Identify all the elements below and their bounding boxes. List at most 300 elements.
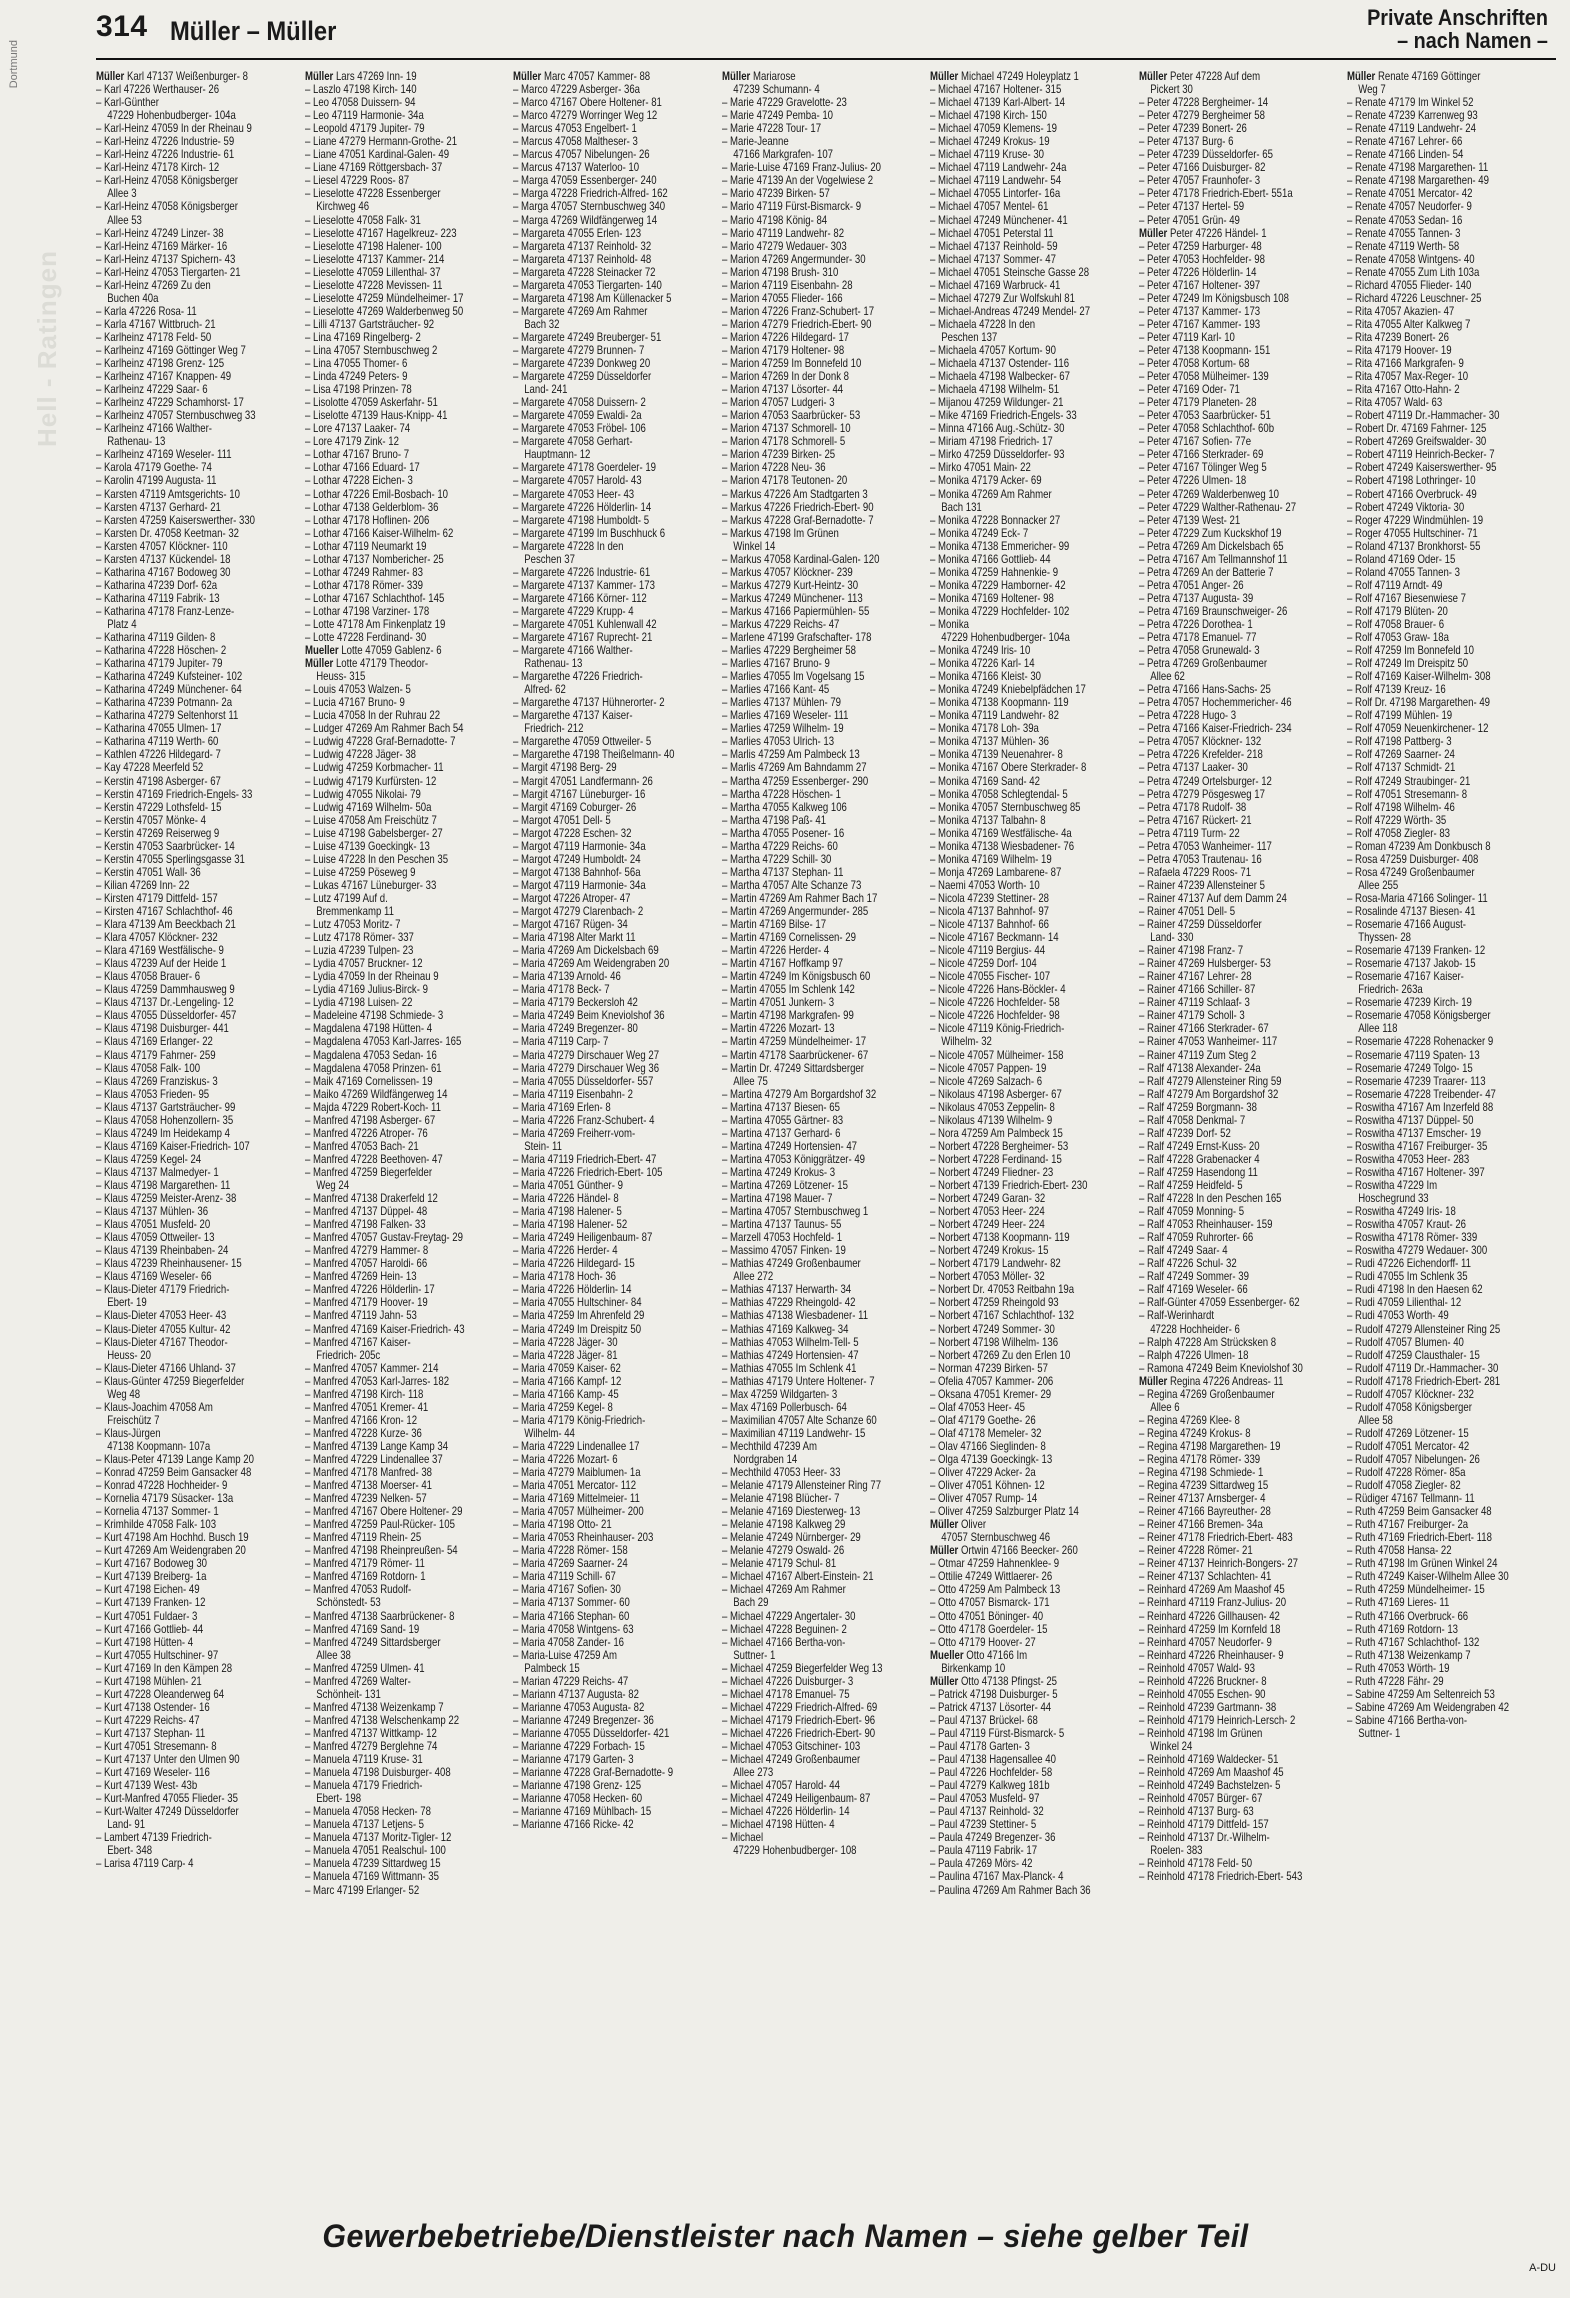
entry-text: – Lore 47137 Laaker- 74 [304, 422, 410, 436]
entry-text: – Patrick 47198 Duisburger- 5 [930, 1687, 1058, 1701]
listing-entry [722, 240, 922, 253]
entry-text: – Peter 47226 Hölderlin- 14 [1138, 265, 1257, 279]
listing-entry [1347, 292, 1547, 305]
listing-entry [930, 488, 1130, 501]
listing-entry [722, 370, 922, 383]
listing-entry [1139, 1740, 1343, 1753]
listing-entry [1347, 1688, 1547, 1701]
entry-text: – Kurt 47228 Oleanderweg 64 [96, 1687, 225, 1701]
listing-entry [930, 1727, 1130, 1740]
listing-entry [1139, 540, 1339, 553]
listing-entry [305, 435, 505, 448]
listing-entry [96, 566, 296, 579]
entry-text: – Monika 47139 Neuenahrer- 8 [930, 748, 1064, 762]
entry-text: Lotte 47179 Theodor- [335, 657, 428, 671]
entry-text: – Ruth 47169 Rotdorn- 13 [1347, 1622, 1459, 1636]
entry-text: – Paul 47279 Kalkweg 181b [930, 1779, 1050, 1793]
entry-text: – Michael 47057 Mentel- 61 [930, 200, 1049, 214]
listing-entry [513, 1649, 713, 1662]
entry-text: Friedrich- 205c [315, 1348, 380, 1362]
footer-note [0, 2218, 1570, 2255]
entry-text: – Maria 47119 Friedrich-Ebert- 47 [513, 1152, 657, 1166]
listing-entry [1139, 1035, 1339, 1048]
listing-entry [96, 1831, 296, 1844]
entry-text: – Manfred 47228 Kurze- 36 [304, 1426, 422, 1440]
listing-entry [1139, 96, 1339, 109]
listing-entry [930, 1270, 1130, 1283]
entry-text: – Karsten 47119 Amtsgerichts- 10 [96, 487, 240, 501]
listing-entry [513, 1283, 713, 1296]
listing-entry [722, 1323, 922, 1336]
listing-entry [1139, 735, 1339, 748]
entry-text: – Margot 47226 Atroper- 47 [513, 891, 631, 905]
listing-entry [1139, 905, 1339, 918]
entry-surname: Müller [1138, 1374, 1168, 1388]
listing-columns [96, 70, 1556, 2212]
entry-text: – Renate 47239 Karrenweg 93 [1347, 109, 1479, 123]
entry-text: – Kilian 47269 Inn- 22 [96, 878, 190, 892]
entry-text: – Manfred 47226 Atroper- 76 [304, 1126, 428, 1140]
entry-text: – Kornelia 47179 Süsacker- 13a [96, 1492, 234, 1506]
listing-entry [96, 370, 296, 383]
listing-entry [1347, 344, 1547, 357]
listing-entry [513, 1062, 713, 1075]
entry-text: – Kurt 47137 Stephan- 11 [96, 1726, 206, 1740]
entry-text: – Margarete 47199 Im Buschhuck 6 [513, 526, 666, 540]
entry-text: – Maria 47166 Kamp- 45 [513, 1387, 619, 1401]
listing-entry [96, 918, 296, 931]
listing-entry [1347, 331, 1547, 344]
listing-entry [96, 266, 296, 279]
listing-entry [305, 1479, 505, 1492]
entry-text: – Peter 47139 West- 21 [1138, 513, 1241, 527]
listing-entry [1139, 1610, 1339, 1623]
entry-text: – Luise 47139 Goeckingk- 13 [304, 839, 430, 853]
entry-text: – Margit 47169 Coburger- 26 [513, 800, 637, 814]
listing-entry [96, 605, 296, 618]
entry-text: – Marlies 47229 Bergheimer 58 [721, 644, 856, 658]
entry-text: – Lieselotte 47269 Walderbenweg 50 [304, 304, 463, 318]
entry-text: – Rudolf 47057 Klöckner- 232 [1347, 1387, 1475, 1401]
listing-entry [305, 1623, 505, 1636]
listing-entry [305, 1062, 505, 1075]
listing-entry [930, 1466, 1130, 1479]
entry-text: – Ruth 47138 Weizenkamp 7 [1347, 1648, 1472, 1662]
listing-entry [513, 748, 713, 761]
listing-entry [1139, 1336, 1339, 1349]
entry-text: – Petra 47058 Grunewald- 3 [1138, 644, 1260, 658]
listing-entry [513, 1257, 713, 1270]
entry-text: – Reinhard 47269 Am Maashof 45 [1138, 1583, 1285, 1597]
entry-text: – Peter 47179 Planeten- 28 [1138, 396, 1257, 410]
entry-text: – Markus 47166 Papiermühlen- 55 [721, 604, 869, 618]
listing-entry [722, 670, 922, 683]
entry-text: – Michael 47249 Heiligenbaum- 87 [721, 1792, 871, 1806]
entry-text: – Reinhold 47179 Dittfeld- 157 [1138, 1818, 1269, 1832]
entry-text: – Margarethe 47226 Friedrich- [513, 670, 643, 684]
listing-entry [1139, 1492, 1339, 1505]
entry-text: – Klaus 47239 Rheinhausener- 15 [96, 1257, 242, 1271]
listing-entry [1347, 1336, 1547, 1349]
listing-entry [1347, 1075, 1547, 1088]
entry-text: – Max 47259 Wildgarten- 3 [721, 1387, 837, 1401]
listing-entry [96, 96, 296, 109]
listing-entry [722, 840, 922, 853]
entry-text: – Norbert 47249 Heer- 224 [930, 1218, 1046, 1232]
entry-text: Allee 38 [315, 1648, 351, 1662]
listing-entry [513, 344, 713, 357]
listing-entry [305, 1035, 505, 1048]
entry-text: – Norbert 47249 Fliedner- 23 [930, 1165, 1054, 1179]
listing-entry [513, 696, 713, 709]
listing-entry [1139, 1766, 1339, 1779]
listing-entry [305, 1636, 505, 1649]
entry-text: – Michael 47053 Gitschiner- 103 [721, 1740, 860, 1753]
listing-entry [1139, 1531, 1339, 1544]
entry-text: – Leo 47058 Duissern- 94 [304, 96, 416, 110]
entry-text: – Nicole 47137 Bahnhof- 66 [930, 918, 1050, 932]
listing-entry [930, 1766, 1130, 1779]
page-title: Müller – Müller [170, 16, 337, 46]
entry-text: – Katharina 47179 Jupiter- 79 [96, 657, 223, 671]
entry-text: – Ruth 47198 Im Grünen Winkel 24 [1347, 1557, 1498, 1571]
entry-text: – Kurt-Walter 47249 Düsseldorfer [96, 1805, 239, 1819]
listing-entry [1347, 1479, 1547, 1492]
entry-text: – Rudi 47053 Worth- 49 [1347, 1309, 1450, 1323]
listing-entry [305, 1766, 505, 1779]
listing-entry [930, 1009, 1130, 1022]
listing-entry [722, 748, 922, 761]
entry-text: Thyssen- 28 [1358, 931, 1412, 945]
listing-entry [722, 1309, 922, 1322]
listing-entry [96, 1270, 296, 1283]
listing-entry [513, 644, 713, 657]
listing-entry [722, 1349, 922, 1362]
listing-entry [930, 357, 1130, 370]
listing-entry [1139, 122, 1339, 135]
entry-text: – Manfred 47179 Römer- 11 [304, 1557, 425, 1571]
listing-entry [722, 866, 922, 879]
entry-text: – Michael 47119 Kruse- 30 [930, 148, 1045, 162]
entry-text: – Marcus 47053 Engelbert- 1 [513, 122, 637, 136]
entry-text: – Martina 47057 Sternbuschweg 1 [721, 1205, 868, 1219]
entry-text: – Marianne 47228 Graf-Bernadotte- 9 [513, 1766, 674, 1780]
listing-entry [305, 1427, 505, 1440]
listing-entry [96, 827, 296, 840]
entry-text: Michael 47249 Holeyplatz 1 [961, 70, 1080, 83]
listing-entry [513, 1192, 713, 1205]
entry-text: – Karla 47226 Rosa- 11 [96, 304, 197, 318]
listing-entry [513, 1088, 713, 1101]
listing-entry [96, 1557, 296, 1570]
entry-text: – Peter 47053 Saarbrücker- 51 [1138, 409, 1271, 423]
listing-entry [930, 1440, 1130, 1453]
entry-text: – Petra 47053 Trautenau- 16 [1138, 852, 1262, 866]
listing-entry [722, 696, 922, 709]
entry-text: – Otto 47051 Böninger- 40 [930, 1609, 1044, 1623]
listing-entry [1139, 1792, 1339, 1805]
listing-entry [930, 1218, 1130, 1231]
entry-text: – Regina 47198 Margarethen- 19 [1138, 1439, 1281, 1453]
entry-text: – Roland 47169 Oder- 15 [1347, 552, 1456, 566]
entry-text: – Klaus 47169 Kaiser-Friedrich- 107 [96, 1139, 250, 1153]
listing-entry [305, 227, 505, 240]
entry-text: – Karlheinz 47169 Weseler- 111 [96, 448, 232, 462]
entry-text: – Manfred 47198 Asberger- 67 [304, 1113, 435, 1127]
listing-entry [722, 1062, 922, 1075]
listing-entry [1347, 1662, 1547, 1675]
entry-text: – Karlheinz 47198 Grenz- 125 [96, 357, 225, 371]
entry-text: – Klaus 47058 Hohenzollern- 35 [96, 1113, 234, 1127]
entry-text: – Olav 47166 Sieglinden- 8 [930, 1439, 1047, 1453]
entry-text: Ebert- 198 [315, 1792, 361, 1806]
entry-text: – Richard 47226 Leuschner- 25 [1347, 291, 1482, 305]
entry-text: – Manfred 47167 Obere Holtener- 29 [304, 1505, 462, 1519]
listing-entry [722, 905, 922, 918]
entry-text: Land- 91 [107, 1818, 146, 1832]
listing-entry [722, 1388, 922, 1401]
entry-text: Winkel 14 [732, 539, 776, 553]
entry-text: Renate 47169 Göttinger [1378, 70, 1481, 83]
listing-entry [513, 1375, 713, 1388]
listing-entry [930, 227, 1130, 240]
entry-text: – Rolf 47259 Im Bonnefeld 10 [1347, 644, 1475, 658]
listing-entry [1347, 748, 1547, 761]
listing-entry [930, 122, 1130, 135]
listing-entry [96, 735, 296, 748]
listing-entry [722, 1649, 926, 1662]
listing-entry [1347, 1166, 1547, 1179]
listing-entry [513, 1505, 713, 1518]
listing-entry [1139, 501, 1339, 514]
entry-text: – Norbert 47249 Krokus- 15 [930, 1244, 1049, 1258]
entry-text: – Lothar 47138 Gelderblom- 36 [304, 500, 438, 514]
listing-entry [305, 918, 505, 931]
entry-text: – Rudi 47055 Im Schlenk 35 [1347, 1270, 1469, 1284]
entry-text: – Rainer 47119 Schlaaf- 3 [1138, 996, 1250, 1010]
entry-text: – Margarete 47229 Krupp- 4 [513, 604, 634, 618]
entry-text: – Monika 47137 Talbahn- 8 [930, 813, 1046, 827]
listing-entry [96, 1649, 296, 1662]
entry-text: – Karl-Heinz 47137 Spichern- 43 [96, 252, 236, 266]
entry-text: – Rosemarie 47139 Franken- 12 [1347, 944, 1486, 958]
entry-text: – Monika [930, 617, 970, 631]
listing-entry [930, 109, 1130, 122]
entry-text: – Kerstin 47057 Mönke- 4 [96, 813, 206, 827]
listing-entry [96, 996, 296, 1009]
listing-entry [1347, 579, 1547, 592]
listing-entry [96, 187, 300, 200]
entry-text: – Manfred 47259 Paul-Rücker- 105 [304, 1518, 455, 1532]
listing-entry [1139, 1140, 1339, 1153]
listing-entry [1347, 931, 1551, 944]
entry-text: – Lothar 47137 Nombericher- 25 [304, 552, 444, 566]
entry-text: – Roger 47229 Windmühlen- 19 [1347, 513, 1484, 527]
listing-entry [305, 879, 505, 892]
listing-entry [722, 148, 926, 161]
listing-entry [513, 1009, 713, 1022]
entry-text: – Markus 47249 Münchener- 113 [721, 591, 863, 605]
entry-text: – Martha 47137 Stephan- 11 [721, 865, 844, 879]
entry-text: – Reiner 47178 Friedrich-Ebert- 483 [1138, 1531, 1293, 1545]
entry-text: – Luise 47228 In den Peschen 35 [304, 852, 448, 866]
listing-entry [1347, 488, 1547, 501]
listing-entry [96, 1349, 300, 1362]
entry-text: Peschen 37 [524, 552, 576, 566]
entry-text: – Renate 47051 Mercator- 42 [1347, 187, 1473, 201]
listing-entry [1139, 1779, 1339, 1792]
listing-entry [930, 996, 1130, 1009]
listing-entry [930, 879, 1130, 892]
entry-text: Allee 255 [1358, 878, 1399, 892]
entry-text: – Karl-Heinz 47226 Industrie- 61 [96, 148, 235, 162]
listing-entry [513, 905, 713, 918]
entry-text: – Ralf 47259 Borgmann- 38 [1138, 1100, 1257, 1114]
entry-text: – Rudolf 47178 Friedrich-Ebert- 281 [1347, 1374, 1501, 1388]
entry-text: – Luise 47058 Am Freischütz 7 [304, 813, 437, 827]
entry-text: – Mathias 47137 Herwarth- 34 [721, 1283, 851, 1297]
entry-text: – Michaela 47137 Ostender- 116 [930, 357, 1070, 371]
listing-entry [1139, 1323, 1343, 1336]
listing-entry [305, 344, 505, 357]
listing-entry [513, 1570, 713, 1583]
entry-text: – Renate 47058 Wintgens- 40 [1347, 252, 1475, 266]
entry-text: – Majda 47229 Robert-Koch- 11 [304, 1100, 441, 1114]
entry-text: – Minna 47166 Aug.-Schütz- 30 [930, 422, 1065, 436]
entry-text: – Kurt 47198 Hütten- 4 [96, 1635, 194, 1649]
entry-text: – Norbert 47249 Sommer- 30 [930, 1322, 1056, 1336]
listing-entry [96, 109, 300, 122]
entry-text: – Rosa 47259 Duisburger- 408 [1347, 852, 1479, 866]
listing-entry [930, 1857, 1130, 1870]
listing-entry [930, 618, 1130, 631]
entry-text: – Paul 47137 Reinhold- 32 [930, 1805, 1044, 1819]
listing-entry [1139, 422, 1339, 435]
listing-entry [1139, 1870, 1339, 1883]
listing-entry [930, 214, 1130, 227]
listing-entry [1347, 240, 1547, 253]
listing-entry [1347, 357, 1547, 370]
listing-entry [930, 1388, 1130, 1401]
entry-text: – Norbert 47139 Friedrich-Ebert- 230 [930, 1178, 1088, 1192]
listing-entry [1139, 1205, 1339, 1218]
listing-entry [930, 461, 1130, 474]
listing-entry [722, 540, 926, 553]
entry-text: – Reinhard 47119 Franz-Julius- 20 [1138, 1596, 1286, 1610]
entry-text: – Linda 47249 Peters- 9 [304, 370, 408, 384]
listing-entry [722, 1075, 926, 1088]
listing-entry [96, 644, 296, 657]
entry-text: – Martin 47269 Am Rahmer Bach 17 [721, 891, 877, 905]
entry-text: – Martin 47226 Mozart- 13 [721, 1022, 835, 1036]
listing-entry [96, 122, 296, 135]
entry-text: – Kurt 47167 Bodoweg 30 [96, 1557, 208, 1571]
entry-text: – Ramona 47249 Beim Kneviolshof 30 [1138, 1361, 1303, 1375]
entry-text: – Peter 47239 Bonert- 26 [1138, 122, 1247, 136]
listing-entry [513, 540, 713, 553]
listing-entry [1347, 788, 1547, 801]
entry-text: – Maria 47226 Händel- 8 [513, 1192, 619, 1206]
listing-entry [96, 631, 296, 644]
listing-entry [96, 1323, 296, 1336]
listing-entry [513, 996, 713, 1009]
listing-entry [96, 592, 296, 605]
listing-entry [1139, 344, 1339, 357]
entry-text: – Manfred 47269 Hein- 13 [304, 1270, 417, 1284]
entry-text: – Klaus 47051 Musfeld- 20 [96, 1218, 211, 1232]
listing-entry [930, 683, 1130, 696]
entry-text: – Mario 47239 Birken- 57 [721, 187, 830, 201]
listing-entry [1139, 253, 1339, 266]
listing-entry [513, 331, 713, 344]
listing-entry [1347, 827, 1547, 840]
entry-text: – Ralf 47259 Hasendong 11 [1138, 1165, 1258, 1179]
entry-text: – Rolf 47058 Brauer- 6 [1347, 617, 1445, 631]
entry-text: – Reinhold 47137 Burg- 63 [1138, 1805, 1254, 1819]
listing-entry [1139, 70, 1339, 83]
entry-text: – Rolf 47139 Kreuz- 16 [1347, 683, 1447, 697]
listing-entry [930, 1101, 1130, 1114]
entry-text: – Marzell 47053 Hochfeld- 1 [721, 1231, 842, 1245]
listing-entry [305, 827, 505, 840]
entry-text: – Klaus 47239 Auf der Heide 1 [96, 957, 227, 971]
listing-entry [1347, 905, 1547, 918]
listing-entry [722, 1779, 922, 1792]
entry-text: – Markus 47226 Friedrich-Ebert- 90 [721, 500, 874, 514]
listing-entry [1139, 709, 1339, 722]
listing-entry [722, 109, 922, 122]
listing-entry [305, 148, 505, 161]
listing-entry [722, 174, 922, 187]
listing-entry [96, 1205, 296, 1218]
entry-text: – Markus 47058 Kardinal-Galen- 120 [721, 552, 880, 566]
listing-entry [722, 1205, 922, 1218]
entry-text: – Klaus 47058 Falk- 100 [96, 1061, 201, 1075]
listing-entry [305, 514, 505, 527]
entry-text: – Manfred 47138 Moerser- 41 [304, 1479, 432, 1493]
entry-text: – Michael 47119 Landwehr- 54 [930, 174, 1062, 188]
listing-entry [513, 200, 713, 213]
entry-text: – Ralf 47058 Denkmal- 7 [1138, 1113, 1246, 1127]
listing-entry [513, 240, 713, 253]
listing-entry [1139, 748, 1339, 761]
entry-text: – Peter 47137 Hertel- 59 [1138, 200, 1244, 214]
listing-entry [930, 670, 1130, 683]
listing-entry [1347, 761, 1547, 774]
listing-entry [96, 1427, 296, 1440]
entry-text: – Paula 47269 Mörs- 42 [930, 1857, 1033, 1871]
entry-text: – Magdalena 47058 Prinzen- 61 [304, 1061, 442, 1075]
entry-text: Allee 273 [732, 1766, 773, 1780]
entry-text: – Lotte 47178 Am Finkenplatz 19 [304, 617, 445, 631]
entry-text: – Reinhold 47269 Am Maashof 45 [1138, 1766, 1284, 1780]
entry-text: – Margarete 47166 Walther- [513, 644, 633, 658]
entry-text: – Rosemarie 47137 Jakob- 15 [1347, 957, 1477, 971]
listing-entry [513, 1727, 713, 1740]
entry-text: – Rudolf 47058 Ziegler- 82 [1347, 1479, 1462, 1493]
listing-entry [305, 983, 505, 996]
listing-entry [305, 1779, 505, 1792]
listing-entry [722, 618, 922, 631]
listing-entry [96, 1688, 296, 1701]
entry-text: – Rudolf 47057 Blumen- 40 [1347, 1335, 1465, 1349]
entry-text: – Margot 47167 Rügen- 34 [513, 918, 628, 932]
entry-text: – Marion 47226 Hildegard- 17 [721, 330, 849, 344]
listing-entry [96, 1140, 296, 1153]
entry-text: – Martina 47279 Am Borgardshof 32 [721, 1087, 876, 1101]
entry-text: – Rainer 47269 Hulsberger- 53 [1138, 957, 1271, 971]
listing-entry [930, 905, 1130, 918]
